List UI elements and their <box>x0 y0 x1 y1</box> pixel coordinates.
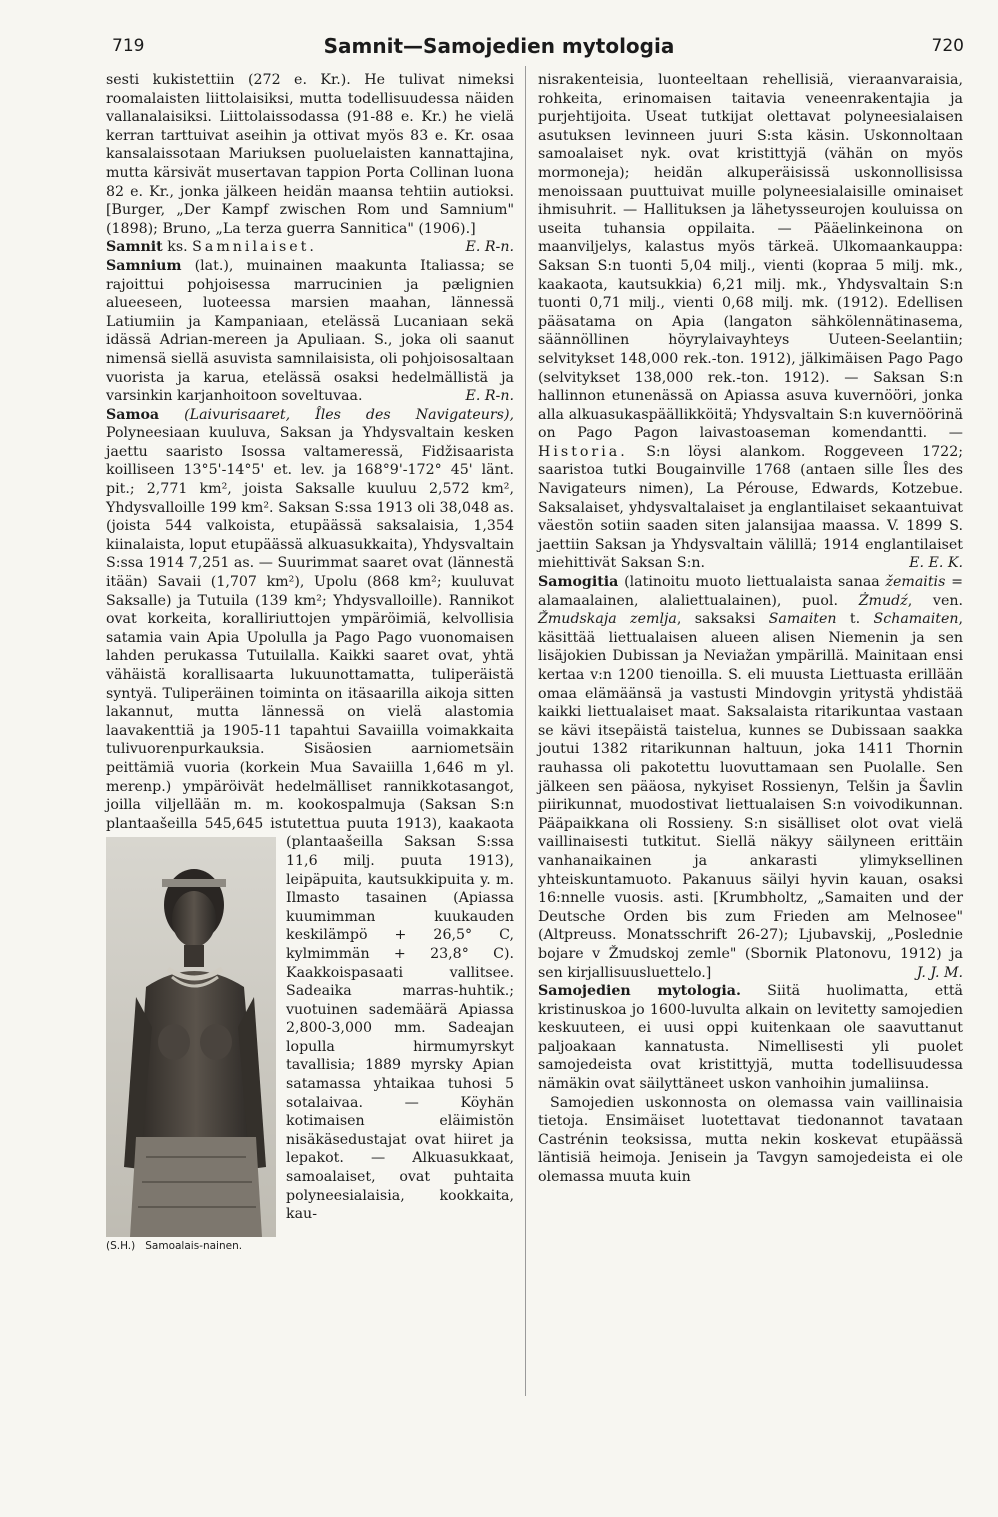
page-header <box>0 34 998 64</box>
entry-text: = alamaalainen, alaliettualainen), puol. <box>538 574 963 609</box>
section-label-history: Historia. <box>538 443 628 460</box>
figure-samoan-woman <box>106 837 276 1255</box>
headword: Samojedien mytologia. <box>538 983 741 1000</box>
entry-text: Polyneesiaan kuuluva, Saksan ja Yhdysvaltain kesken jaettu saaristo Isossa valtameressä, Fidžisaarista koilliseen 13°5'-14°5' et. lev. ja 168°9'-172° 45' länt. pit.; 2,771 km², joista Saksalle kuuluu 2,572 km², Yhdysvalloille 199 km². Saksan S:ssa 1913 oli 38,048 as. (joista 544 valkoista, etupäässä saksalaisia, 1,354 kiinalaista, loput etupäässä alkuasukkaita), Yhdysvaltain S:ssa 1914 7,251 as. — Suurimmat saaret ovat (lännestä itään) Savaii (1,707 km²), Upolu (868 km²; kuuluvat Saksalle) ja Tutuila (139 km²; Yhdysvalloille). Rannikot ovat korkeita, koralliriuttojen ympäröimiä, kelvollisia satamia vain Apia Upolulla ja Pago Pago vuonomaisen lahden perukassa Tutuilalla. Kaikki saaret ovat, yhtä vähäistä korallisaarta lukuunottamatta, tuliperäistä syntyä. Tuliperäinen toiminta on itäsaarilla aikoja sitten lakannut, mutta lännessä on vielä alastomia laavakenttiä ja 1905-11 tapahtui Savaiilla voimakkaita tulivuorenpurkauksia. Sisäosien aarniometsäin peittämiä vuoria (korkein Mua Savaiilla 1,646 m yl. merenp.) ympäröivät hedelmälliset rannikkotasangot, joilla viljellään m. m. kookospalmuja (Saksan S:n plantaašeilla 545,645 istutettua puuta 1913), kaakaota <box>106 425 514 832</box>
paragraph-text: nisrakenteisia, luonteeltaan rehellisiä, vieraanvaraisia, rohkeita, erinomaisen taitavia veneenrakentajia ja purjehtijoita. Useat tutkijat olettavat polyneesialaisen asutuksen levinneen juuri S:sta käsin. Uskonnoltaan samoalaiset nyk. ovat kristittyjä (vähän on myös mormoneja); heidän alkuperäisissä uskonnollisissa menoissaan puuttuivat muille polyneesialaisille ominaiset ihmisuhrit. — Hallituksen ja lähetysseurojen kouluissa on useita tuhansia oppilaita. — Pääelinkeinona on maanviljelys, kalastus myös tärkeä. Ulkomaankauppa: Saksan S:n tuonti 5,04 milj., vienti (kopraa 5 milj. mk., kaakaota, kautsukkia) 6,21 milj. mk., Yhdysvaltain S:n tuonti 0,71 milj., vienti 0,68 milj. mk. (1912). Edellisen pääsatama on Apia (langaton sähkölennätinasema, säännöllinen höyrylaivayhteys Uuteen-Seelantiin; selvitykset 148,000 rek.-ton. 1912), jälkimäisen Pago Pago (selvitykset 138,000 rek.-ton. 1912). — Saksan S:n hallinnon etunenässä on Apiassa asuva kuvernööri, jonka alla alkuasukaspäällikköitä; Yhdysvaltain S:n kuvernöörinä on Pago Pagon laivastoaseman komendantti. — <box>538 72 963 442</box>
entry-samnit <box>106 238 514 257</box>
entry-text: (lat.), muinainen maakunta Italiassa; se rajoittui pohjoisessa marrucinien ja pælignien alueeseen, luoteessa marsien maahan, lännessä Latiumiin ja Kampaniaan, etelässä Lucaniaan sekä idässä Adrian-mereen ja Apuliaan. S., joka oli saanut nimensä siellä asuvista samnilaisista, oli pohjoisosaltaan vuorista ja karua, etelässä osaksi hedelmällistä ja varsinkin karjanhoitoon soveltuvaa. <box>106 257 514 405</box>
paragraph-text: Samojedien uskonnosta on olemassa vain vaillinaisia tietoja. Ensimäiset luotettavat tiedonannot tavataan Castrénin teoksissa, mutta nekin koskevat etupäässä läntisiä heimoja. Jenisein ja Tavgyn samojedeista ei ole olemassa muuta kuin <box>538 1094 963 1186</box>
term: Samaiten <box>768 611 837 628</box>
author-signature: E. R-n. <box>465 239 514 256</box>
term: Żmudź <box>858 592 908 609</box>
alternate-names: (Laivurisaaret, Îles des Navigateurs), <box>159 406 514 423</box>
term: Žmudskaja zemlja <box>538 611 677 628</box>
left-column <box>106 71 514 1257</box>
entry-samoa <box>106 406 514 1252</box>
entry-text: t. <box>836 611 874 628</box>
entry-samojedien-mytologia <box>538 982 963 1094</box>
term: žemaitis <box>885 574 946 591</box>
entry-text: , saksaksi <box>676 611 769 628</box>
entry-text: , käsittää liettualaisen alueen alisen Niemenin ja sen lisäjokien Dubissan ja Neviažan ympärillä. Mainitaan ensi kertaa v:n 1200 tienoilla. S. eli muusta Liettuasta erillään omaa elämäänsä ja vastusti Mindovgin yritystä yhdistää kaikki liettualaiset maat. Saksalaista ritarikuntaa vastaan se kävi itsepäistä taistelua, kunnes se Dubissaan saakka joutui 1382 ritarikunnan haltuun, joka 1411 Thornin rauhassa oli pakotettu luovuttamaan sen Puolalle. Sen jälkeen sen pääosa, nykyiset Rossienyn, Telšin ja Šavlin piirikunnat, muodostivat liettualaisen S:n voivodikunnan. Pääpaikkana oli Rossieny. S:n sisälliset olot ovat vielä vaillinaisesti tutkitut. Siellä näkyy säilyneen erittäin vanhanaikainen ja ankarasti ylimyksellinen yhteiskuntamuoto. Pakanuus säilyi hyvin kauan, osaksi 16:nnelle vuosis. asti. [Krumbholtz, „Samaiten und der Deutsche Orden bis zum Frieden am Melnosee" (Altpreuss. Monatsschrift 26-27); Ljubavskij, „Poslednie bojare v Žmudskoj zemle" (Sbornik Platonovu, 1912) ja sen kirjallisuusluettelo.] <box>538 611 963 981</box>
figure-caption <box>106 1237 276 1256</box>
entry-samogitia <box>538 573 963 982</box>
entry-text: , ven. <box>907 592 963 609</box>
right-column <box>538 71 963 1187</box>
headword: Samoa <box>106 406 160 423</box>
author-signature: E. E. K. <box>909 555 963 572</box>
paragraph <box>538 71 963 573</box>
entry-text-continued: (plantaašeilla Saksan S:ssa 11,6 milj. puuta 1913), leipäpuita, kautsukkipuita y. m. Ilmasto tasainen (Apiassa kuumimman kuukauden keskilämpö + 26,5° C, kylmimmän + 23,8° C). Kaakkoispasaati vallitsee. Sadeaika marras-huhtik.; vuotuinen sademäärä Apiassa 2,800-3,000 mm. Sadeajan lopulla hirmumyrskyt tavallisia; 1889 myrsky Apian satamassa yhtaikaa tuhosi 5 sotalaivaa. — Köyhän kotimaisen eläimistön nisäkäsedustajat ovat hiiret ja lepakot. — Alkuasukkaat, samoalaiset, ovat puhtaita polyneesialaisia, kookkaita, kau- <box>286 834 514 1223</box>
photo-credit: (S.H.) <box>106 1239 136 1252</box>
author-signature: J. J. M. <box>916 964 963 981</box>
page-number-right: 720 <box>931 36 964 56</box>
paragraph-text: S:n löysi alankom. Roggeveen 1722; saaristoa tutki Bougainville 1768 (antaen sille Îles des Navigateurs nimen), La Pérouse, Edwards, Kotzebue. Saksalaiset, yhdysvaltalaiset ja englantilaiset sekaantuivat väestön sotiin saaden siten jalansijaa maassa. V. 1899 S. jaettiin Saksan ja Yhdysvaltain välillä; 1914 englantilaiset miehittivät Saksan S:n. <box>538 443 963 572</box>
headword: Samnit <box>106 239 163 256</box>
portrait-illustration <box>106 837 276 1237</box>
term: Schamaiten <box>873 611 959 628</box>
cross-ref-marker: ks. <box>162 239 193 256</box>
cross-reference: Samnilaiset. <box>192 239 317 256</box>
author-signature: E. R-n. <box>465 388 514 405</box>
entry-text: (latinoitu muoto liettualaista sanaa <box>618 574 886 591</box>
paragraph-text: sesti kukistettiin (272 e. Kr.). He tulivat nimeksi roomalaisten liittolaisiksi, mutta todellisuudessa näiden vallanalaisiksi. Liittolaissodassa (91-88 e. Kr.) he vielä kerran tarttuivat aseihin ja ottivat myös 83 e. Kr. osaa kansalaissotaan Mariuksen puoluelaisten kannattajina, mutta kärsivät musertavan tappion Porta Collinan luona 82 e. Kr., jonka jälkeen heidän maansa tehtiin autioksi. [Burger, „Der Kampf zwischen Rom und Samnium" (1898); Bruno, „La terza guerra Sannitica" (1906).] <box>106 72 514 237</box>
headword: Samogitia <box>538 574 619 591</box>
entry-samnium <box>106 257 514 406</box>
page-number-left: 719 <box>112 36 145 56</box>
running-title: Samnit—Samojedien mytologia <box>323 34 675 58</box>
column-divider <box>525 66 526 1396</box>
entry-text: Siitä huolimatta, että kristinuskoa jo 1600-luvulta alkain on levitetty samojedien keskuuteen, ei uusi oppi kuitenkaan ole saavuttanut paljoakaan kannatusta. Nimellisesti yli puolet samojedeista ovat kristittyjä, mutta todellisuudessa nämäkin ovat säilyttäneet uskon vanhoihin jumaliinsa. <box>538 983 964 1093</box>
caption-text: Samoalais-nainen. <box>145 1239 243 1252</box>
paragraph <box>538 1094 963 1187</box>
headword: Samnium <box>106 257 182 274</box>
